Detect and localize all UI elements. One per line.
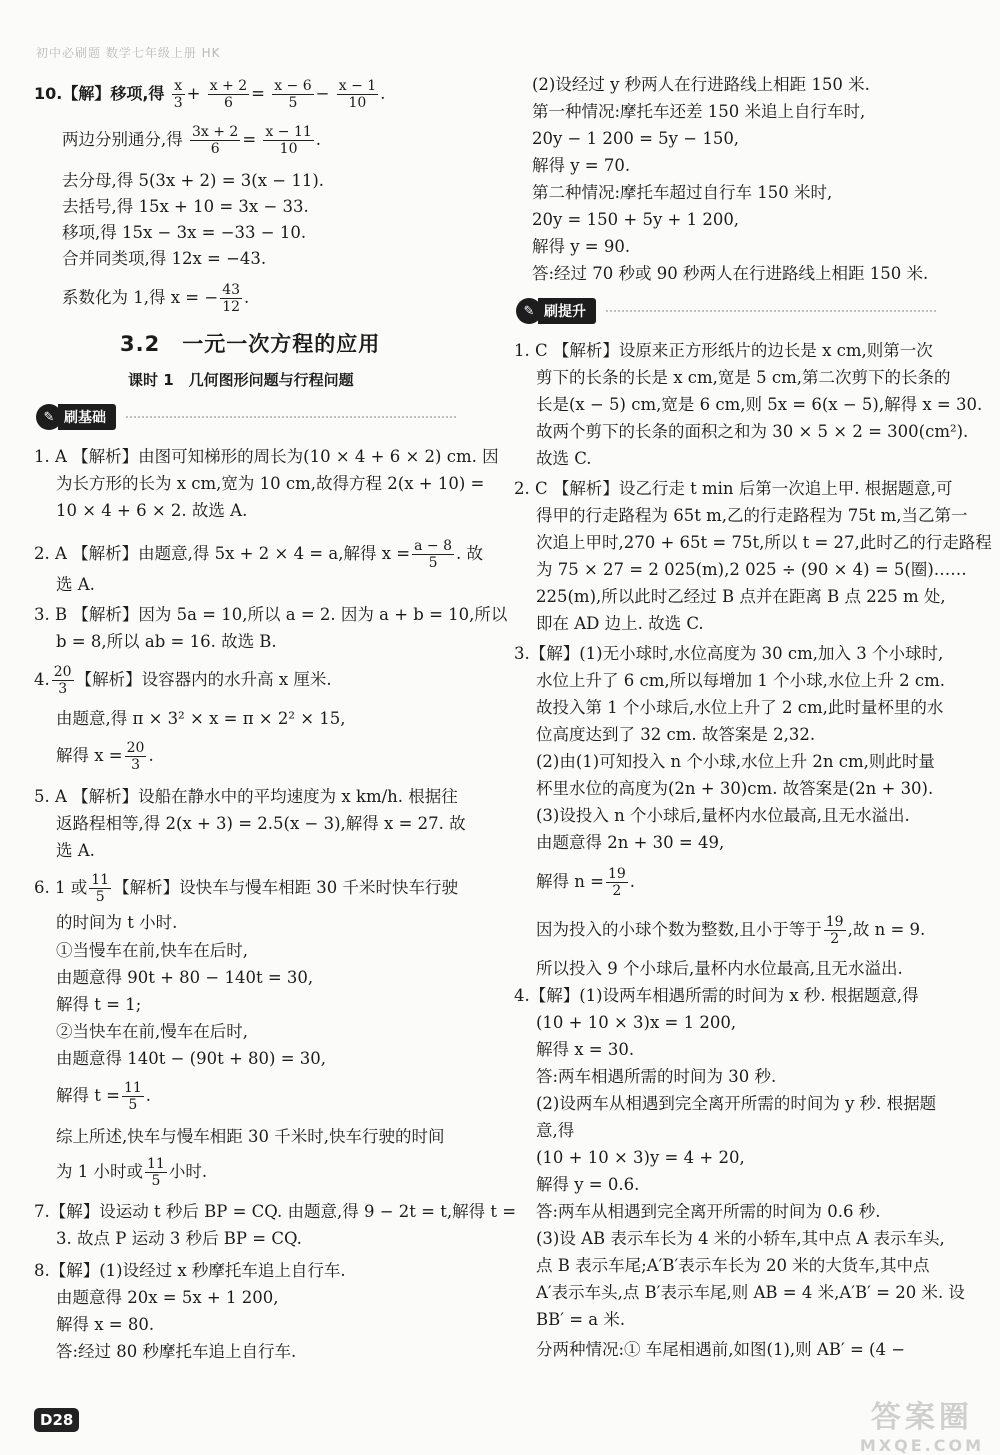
b3-line-11: 所以投入 9 个小球后,量杯内水位最高,且无水溢出. bbox=[536, 959, 903, 978]
b2-line-4: 为 75 × 27 = 2 025(m),2 025 ÷ (90 × 4) = 5(圈)…… bbox=[536, 560, 967, 579]
answer-4-line-1: 4. $\frac{20}{3}$ 【解析】设容器内的水升高 x 厘米. bbox=[34, 664, 332, 697]
b3-line-7: (3)设投入 n 个小球后,量杯内水位最高,且无水溢出. bbox=[536, 806, 910, 825]
b3-line-1: 3.【解】(1)无小球时,水位高度为 30 cm,加入 3 个小球时, bbox=[514, 644, 944, 663]
b4-line-1: 4.【解】(1)设两车相遇所需的时间为 x 秒. 根据题意,得 bbox=[514, 986, 919, 1005]
b1-line-1: 1. C 【解析】设原来正方形纸片的边长是 x cm,则第一次 bbox=[514, 341, 933, 360]
running-header: 初中必刷题 数学七年级上册 HK bbox=[36, 46, 221, 60]
b4-line-10: (3)设 AB 表示车长为 4 米的小轿车,其中点 A 表示车头, bbox=[536, 1229, 945, 1248]
answer-8-line-2: 由题意得 20x = 5x + 1 200, bbox=[56, 1288, 279, 1307]
b3-line-5: (2)由(1)可知投入 n 个小球,水位上升 2n cm,则此时量 bbox=[536, 752, 935, 771]
b2-line-2: 得甲的行走路程为 65t m,乙的行走路程为 75t m,当乙第一 bbox=[536, 506, 968, 525]
dotted-divider bbox=[606, 310, 936, 312]
pencil-icon: ✎ bbox=[36, 404, 62, 430]
answer-8-line-1: 8.【解】(1)设经过 x 秒摩托车追上自行车. bbox=[34, 1261, 346, 1280]
answer-6-line-10: 为 1 小时或 $\frac{11}{5}$ 小时. bbox=[56, 1156, 208, 1189]
answer-4-line-3: 解得 x = $\frac{20}{3}$ . bbox=[56, 740, 154, 773]
b4-line-12: A′表示车头,点 B′表示车尾,则 AB = 4 米,A′B′ = 20 米. 设 bbox=[536, 1283, 965, 1302]
answer-1-line-2: 为长方形的长为 x cm,宽为 10 cm,故得方程 2(x + 10) = bbox=[56, 474, 485, 493]
answer-10-line-5: 移项,得 15x − 3x = −33 − 10. bbox=[62, 223, 307, 242]
pencil-icon: ✎ bbox=[516, 298, 542, 324]
answer-8-part2-line-5: 第二种情况:摩托车超过自行车 150 米时, bbox=[532, 183, 833, 202]
b3-line-3: 故投入第 1 个小球后,水位上升了 2 cm,此时量杯里的水 bbox=[536, 698, 944, 717]
answer-8-part2-line-7: 解得 y = 90. bbox=[532, 237, 631, 256]
answer-6-line-2: 的时间为 t 小时. bbox=[56, 913, 178, 932]
answer-10-line-3: 去分母,得 5(3x + 2) = 3(x − 11). bbox=[62, 171, 325, 190]
answer-2-line-1: 2. A 【解析】由题意,得 5x + 2 × 4 = a,解得 x = $\frac{a - 8}{5}$ . 故 bbox=[34, 538, 483, 571]
answer-6-line-5: 解得 t = 1; bbox=[56, 995, 142, 1014]
answer-5-line-2: 返路程相等,得 2(x + 3) = 2.5(x − 3),解得 x = 27. 故 bbox=[56, 814, 466, 833]
b4-line-2: (10 + 10 × 3)x = 1 200, bbox=[536, 1013, 737, 1032]
answer-6-line-6: ②当快车在前,慢车在后时, bbox=[56, 1022, 248, 1041]
b3-line-6: 杯里水位的高度为(2n + 30)cm. 故答案是(2n + 30). bbox=[536, 779, 934, 798]
answer-6-line-4: 由题意得 90t + 80 − 140t = 30, bbox=[56, 968, 314, 987]
answer-8-line-4: 答:经过 80 秒摩托车追上自行车. bbox=[56, 1342, 297, 1361]
answer-7-line-1: 7.【解】设运动 t 秒后 BP = CQ. 由题意,得 9 − 2t = t,解得 t = bbox=[34, 1202, 517, 1221]
answer-6-line-7: 由题意得 140t − (90t + 80) = 30, bbox=[56, 1049, 327, 1068]
lesson-subtitle: 课时 1 几何图形问题与行程问题 bbox=[128, 371, 354, 389]
answer-10-line-1: 10.【解】移项,得 $\frac{x}{3}$ + $\frac{x + 2}{6}$ = $\frac{x - 6}{5}$ − $\frac{x - 1}{10}$ . bbox=[34, 78, 386, 111]
answer-6-line-1: 6. 1 或 $\frac{11}{5}$ 【解析】设快车与慢车相距 30 千米时快车行驶 bbox=[34, 872, 459, 905]
b4-line-4: 答:两车相遇所需的时间为 30 秒. bbox=[536, 1067, 777, 1086]
basic-badge: ✎ 刷基础 bbox=[36, 404, 456, 430]
answer-10-line-7: 系数化为 1,得 x = − $\frac{43}{12}$ . bbox=[62, 282, 250, 315]
answer-6-line-3: ①当慢车在前,快车在后时, bbox=[56, 941, 248, 960]
answer-1-line-1: 1. A 【解析】由图可知梯形的周长为(10 × 4 + 6 × 2) cm. 因 bbox=[34, 447, 499, 466]
b4-line-3: 解得 x = 30. bbox=[536, 1040, 635, 1059]
b2-line-1: 2. C 【解析】设乙行走 t min 后第一次追上甲. 根据题意,可 bbox=[514, 479, 953, 498]
dotted-divider bbox=[126, 416, 456, 418]
answer-2-line-2: 选 A. bbox=[56, 575, 95, 594]
section-title: 3.2 一元一次方程的应用 bbox=[120, 332, 381, 356]
answer-8-part2-line-4: 解得 y = 70. bbox=[532, 156, 631, 175]
b4-line-5: (2)设两车从相遇到完全离开所需的时间为 y 秒. 根据题 bbox=[536, 1094, 937, 1113]
answer-8-line-3: 解得 x = 80. bbox=[56, 1315, 155, 1334]
b3-line-2: 水位上升了 6 cm,所以每增加 1 个小球,水位上升 2 cm. bbox=[536, 671, 945, 690]
b4-line-13: BB′ = a 米. bbox=[536, 1310, 626, 1329]
b1-line-5: 故选 C. bbox=[536, 449, 592, 468]
b4-line-9: 答:两车从相遇到完全离开所需的时间为 0.6 秒. bbox=[536, 1202, 881, 1221]
b3-line-4: 位高度达到了 32 cm. 故答案是 2,32. bbox=[536, 725, 816, 744]
answer-4-line-2: 由题意,得 π × 3² × x = π × 2² × 15, bbox=[56, 709, 346, 728]
answer-3-line-2: b = 8,所以 ab = 16. 故选 B. bbox=[56, 632, 277, 651]
b1-line-2: 剪下的长条的长是 x cm,宽是 5 cm,第二次剪下的长条的 bbox=[536, 368, 951, 387]
answer-8-part2-line-1: (2)设经过 y 秒两人在行进路线上相距 150 米. bbox=[532, 75, 870, 94]
answer-10-line-4: 去括号,得 15x + 10 = 3x − 33. bbox=[62, 197, 309, 216]
b3-line-10: 因为投入的小球个数为整数,且小于等于 $\frac{19}{2}$ ,故 n = 9. bbox=[536, 914, 926, 947]
page-number: D28 bbox=[34, 1408, 79, 1432]
b1-line-4: 故两个剪下的长条的面积之和为 30 × 5 × 2 = 300(cm²). bbox=[536, 422, 969, 441]
b1-line-3: 长是(x − 5) cm,宽是 6 cm,则 5x = 6(x − 5),解得 x = 30. bbox=[536, 395, 983, 414]
watermark-logo: 答案圈 MXQE.COM bbox=[859, 1400, 984, 1455]
b4-line-7: (10 + 10 × 3)y = 4 + 20, bbox=[536, 1148, 745, 1167]
answer-6-line-8: 解得 t = $\frac{11}{5}$ . bbox=[56, 1080, 152, 1113]
answer-10-line-6: 合并同类项,得 12x = −43. bbox=[62, 249, 267, 268]
b2-line-5: 225(m),所以此时乙经过 B 点并在距离 B 点 225 m 处, bbox=[536, 587, 946, 606]
b4-line-11: 点 B 表示车尾;A′B′表示车长为 20 米的大货车,其中点 bbox=[536, 1256, 930, 1275]
b3-line-9: 解得 n = $\frac{19}{2}$ . bbox=[536, 866, 636, 899]
answer-8-part2-line-6: 20y = 150 + 5y + 1 200, bbox=[532, 210, 740, 229]
answer-1-line-3: 10 × 4 + 6 × 2. 故选 A. bbox=[56, 501, 248, 520]
answer-10-line-2: 两边分别通分,得 $\frac{3x + 2}{6}$ = $\frac{x - 11}{10}$ . bbox=[62, 124, 322, 157]
answer-5-line-3: 选 A. bbox=[56, 841, 95, 860]
answer-8-part2-line-8: 答:经过 70 秒或 90 秒两人在行进路线上相距 150 米. bbox=[532, 264, 929, 283]
b4-line-8: 解得 y = 0.6. bbox=[536, 1175, 640, 1194]
answer-8-part2-line-2: 第一种情况:摩托车还差 150 米追上自行车时, bbox=[532, 102, 866, 121]
b3-line-8: 由题意得 2n + 30 = 49, bbox=[536, 833, 725, 852]
answer-5-line-1: 5. A 【解析】设船在静水中的平均速度为 x km/h. 根据往 bbox=[34, 787, 458, 806]
advanced-badge: ✎ 刷提升 bbox=[516, 298, 936, 324]
b2-line-6: 即在 AD 边上. 故选 C. bbox=[536, 614, 704, 633]
answer-6-line-9: 综上所述,快车与慢车相距 30 千米时,快车行驶的时间 bbox=[56, 1127, 445, 1146]
b2-line-3: 次追上甲时,270 + 65t = 75t,所以 t = 27,此时乙的行走路程 bbox=[536, 533, 992, 552]
answer-8-part2-line-3: 20y − 1 200 = 5y − 150, bbox=[532, 129, 740, 148]
answer-3-line-1: 3. B 【解析】因为 5a = 10,所以 a = 2. 因为 a + b = 10,所以 bbox=[34, 605, 508, 624]
answer-7-line-2: 3. 故点 P 运动 3 秒后 BP = CQ. bbox=[56, 1229, 302, 1248]
b4-line-14: 分两种情况:① 车尾相遇前,如图(1),则 AB′ = (4 − bbox=[536, 1340, 906, 1359]
b4-line-6: 意,得 bbox=[536, 1121, 575, 1140]
